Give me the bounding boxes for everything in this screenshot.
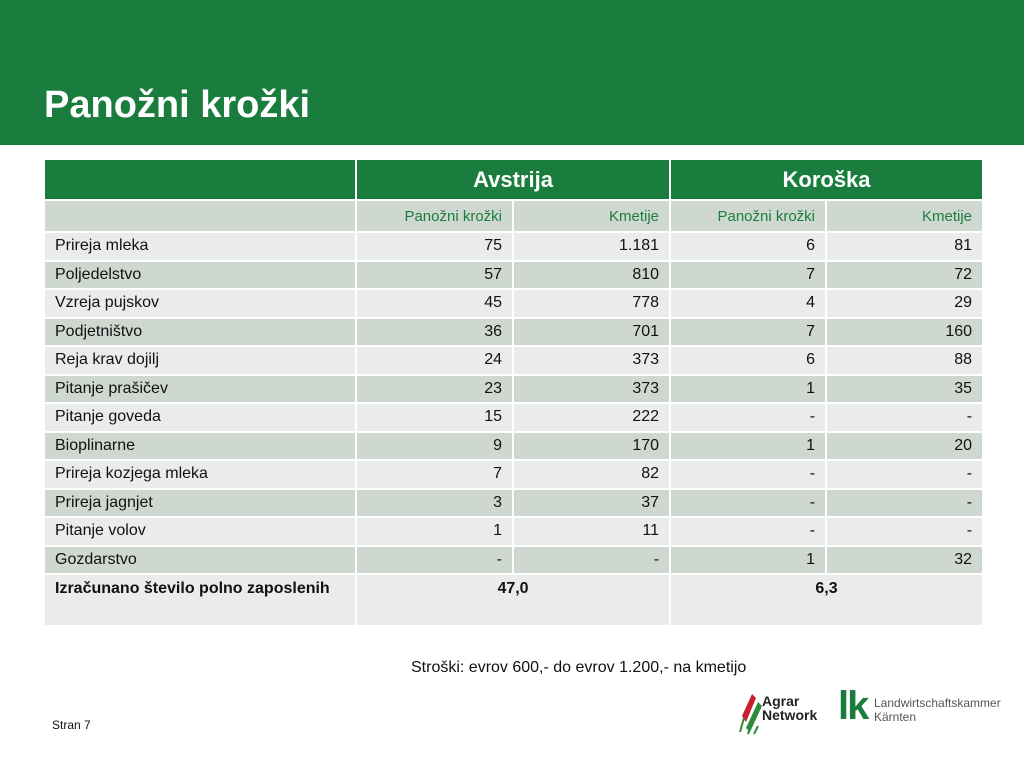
table-row <box>44 489 983 518</box>
row-value: 36 <box>356 318 513 347</box>
row-label: Pitanje volov <box>44 517 356 546</box>
row-value: 170 <box>513 432 670 461</box>
table-row <box>44 517 983 546</box>
table-row <box>44 403 983 432</box>
row-value: 11 <box>513 517 670 546</box>
row-value: 20 <box>826 432 983 461</box>
row-value: 45 <box>356 289 513 318</box>
row-value: 37 <box>513 489 670 518</box>
row-value: - <box>826 460 983 489</box>
row-label: Prireja mleka <box>44 232 356 261</box>
total-koroska: 6,3 <box>670 574 983 626</box>
row-value: 32 <box>826 546 983 575</box>
agrar-network-logo <box>738 688 820 736</box>
row-value: - <box>826 489 983 518</box>
row-label: Gozdarstvo <box>44 546 356 575</box>
total-row <box>44 574 983 626</box>
row-value: 15 <box>356 403 513 432</box>
subheader-cell: Kmetije <box>826 200 983 232</box>
row-value: 6 <box>670 232 826 261</box>
subheader-cell: Kmetije <box>513 200 670 232</box>
total-label: Izračunano število polno zaposlenih <box>44 574 356 626</box>
row-value: 35 <box>826 375 983 404</box>
subheader-cell: Panožni krožki <box>356 200 513 232</box>
row-label: Bioplinarne <box>44 432 356 461</box>
row-value: 75 <box>356 232 513 261</box>
row-value: 81 <box>826 232 983 261</box>
row-label: Pitanje prašičev <box>44 375 356 404</box>
row-value: 1 <box>670 546 826 575</box>
row-value: - <box>670 517 826 546</box>
subheader-row <box>44 200 983 232</box>
table-row <box>44 546 983 575</box>
row-value: 57 <box>356 261 513 290</box>
row-value: 7 <box>670 318 826 347</box>
row-label: Poljedelstvo <box>44 261 356 290</box>
row-value: 1 <box>356 517 513 546</box>
row-value: 7 <box>356 460 513 489</box>
row-value: 23 <box>356 375 513 404</box>
landwirtschaftskammer-logo <box>838 684 1003 728</box>
row-value: 160 <box>826 318 983 347</box>
table-row <box>44 289 983 318</box>
row-label: Pitanje goveda <box>44 403 356 432</box>
row-value: - <box>670 403 826 432</box>
row-value: - <box>826 403 983 432</box>
row-value: 701 <box>513 318 670 347</box>
table-row <box>44 318 983 347</box>
row-value: 810 <box>513 261 670 290</box>
row-value: - <box>356 546 513 575</box>
row-value: 778 <box>513 289 670 318</box>
table-row <box>44 261 983 290</box>
subheader-cell: Panožni krožki <box>670 200 826 232</box>
row-value: 1 <box>670 432 826 461</box>
row-value: 222 <box>513 403 670 432</box>
row-value: 3 <box>356 489 513 518</box>
row-value: 72 <box>826 261 983 290</box>
row-label: Reja krav dojilj <box>44 346 356 375</box>
row-value: 4 <box>670 289 826 318</box>
row-value: 29 <box>826 289 983 318</box>
country-header-avstrija: Avstrija <box>356 159 670 200</box>
corner-cell <box>44 159 356 200</box>
table-row <box>44 375 983 404</box>
table-row <box>44 346 983 375</box>
row-label: Prireja jagnjet <box>44 489 356 518</box>
row-value: 373 <box>513 346 670 375</box>
lk-mark: lk <box>838 684 868 728</box>
row-value: 82 <box>513 460 670 489</box>
table-row <box>44 432 983 461</box>
row-label: Vzreja pujskov <box>44 289 356 318</box>
cost-note: Stroški: evrov 600,- do evrov 1.200,- na kmetijo <box>411 659 747 676</box>
row-value: 88 <box>826 346 983 375</box>
row-value: 9 <box>356 432 513 461</box>
total-avstrija: 47,0 <box>356 574 670 626</box>
lk-logo-text: Landwirtschaftskammer Kärnten <box>874 696 1001 724</box>
row-value: 7 <box>670 261 826 290</box>
row-value: 24 <box>356 346 513 375</box>
page-title: Panožni krožki <box>44 84 311 126</box>
agrar-network-logo-text: Agrar Network <box>762 693 818 723</box>
subheader-blank <box>44 200 356 232</box>
table-body <box>44 232 983 574</box>
row-value: - <box>670 460 826 489</box>
row-value: 1.181 <box>513 232 670 261</box>
data-table <box>43 158 984 627</box>
table-row <box>44 460 983 489</box>
row-value: 6 <box>670 346 826 375</box>
row-label: Prireja kozjega mleka <box>44 460 356 489</box>
row-label: Podjetništvo <box>44 318 356 347</box>
row-value: 1 <box>670 375 826 404</box>
row-value: 373 <box>513 375 670 404</box>
row-value: - <box>826 517 983 546</box>
country-header-row <box>44 159 983 200</box>
row-value: - <box>513 546 670 575</box>
row-value: - <box>670 489 826 518</box>
country-header-koroska: Koroška <box>670 159 983 200</box>
page-number: Stran 7 <box>52 718 91 732</box>
table-row <box>44 232 983 261</box>
